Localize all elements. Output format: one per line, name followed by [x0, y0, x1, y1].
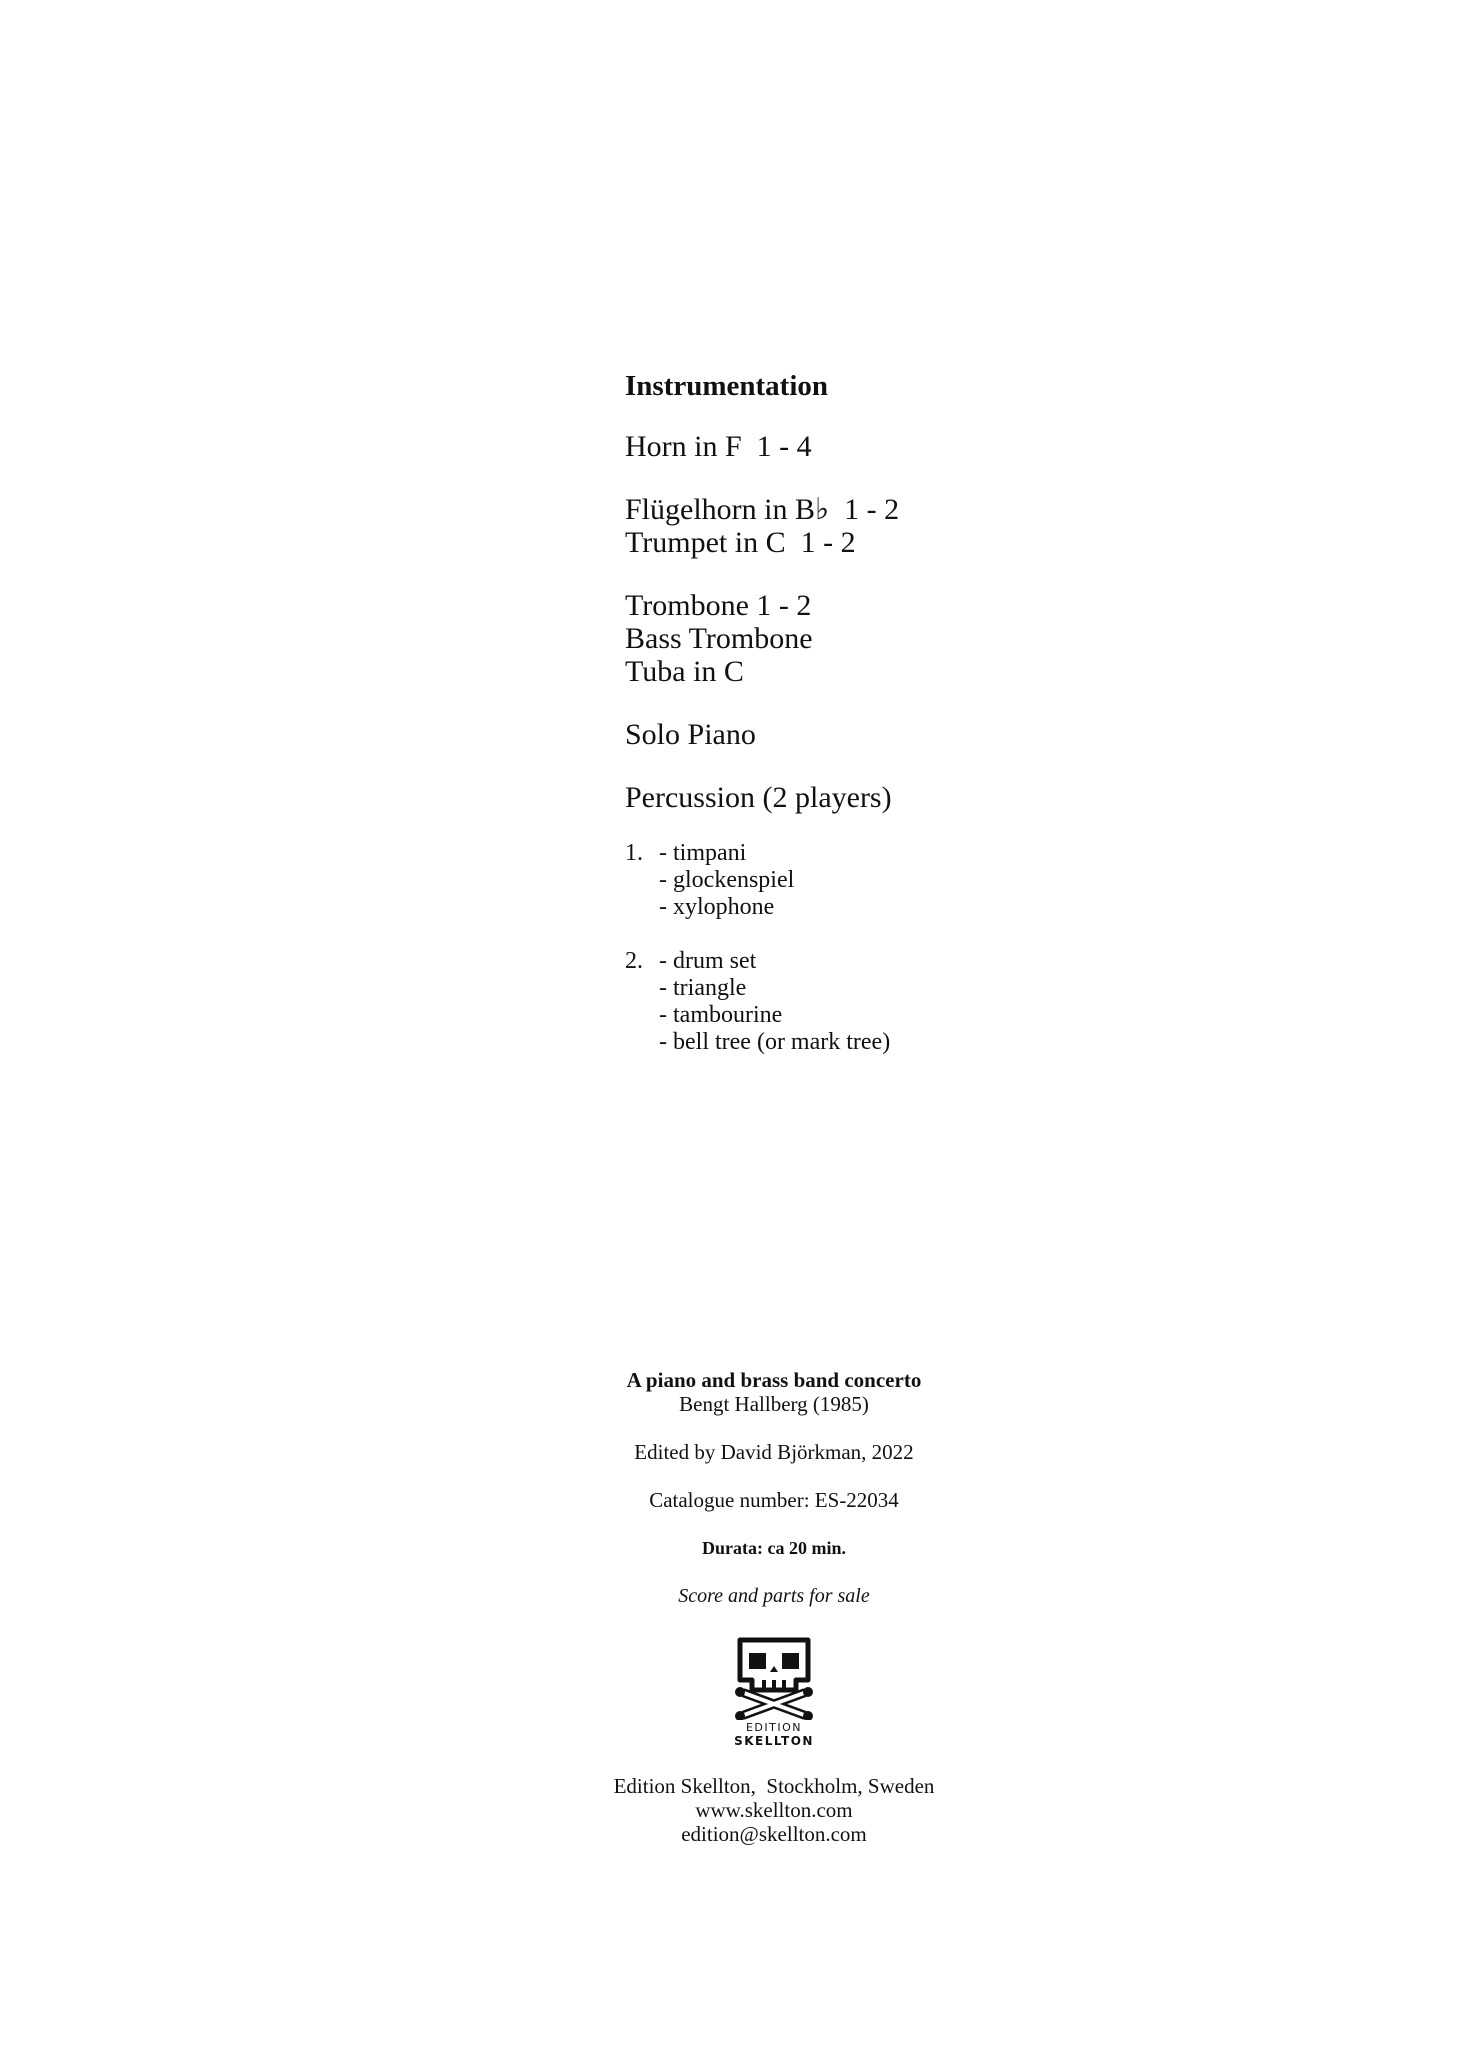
instrument-line: Flügelhorn in B♭ 1 - 2: [625, 493, 900, 526]
player-instruments: [659, 840, 794, 921]
instrument-group-piano: [625, 718, 1145, 751]
percussion-players-list: [625, 840, 1145, 1056]
instrument-line: Horn in F 1 - 4: [625, 430, 812, 463]
instrumentation-heading: Instrumentation: [625, 370, 829, 402]
percussion-item: - xylophone: [659, 894, 775, 920]
instrument-line: Solo Piano: [625, 718, 756, 751]
catalogue-number: Catalogue number: ES-22034: [649, 1488, 899, 1512]
percussion-item: - tambourine: [659, 1002, 783, 1028]
logo-text-skellton: SKELLTON: [734, 1734, 814, 1748]
publisher-info: [529, 1774, 1019, 1846]
publisher-logo: [726, 1636, 822, 1752]
player-number: 2.: [625, 948, 643, 974]
instrument-line: Trombone 1 - 2: [625, 589, 812, 622]
composer-line: Bengt Hallberg (1985): [679, 1392, 869, 1416]
publisher-website[interactable]: www.skellton.com: [695, 1798, 853, 1822]
work-title: A piano and brass band concerto: [626, 1368, 922, 1392]
sale-note: Score and parts for sale: [678, 1585, 870, 1607]
instrument-group-horns: [625, 430, 1145, 463]
percussion-player-2: [625, 948, 1145, 1056]
percussion-item: - triangle: [659, 975, 747, 1001]
instrument-group-low-brass: [625, 589, 1145, 688]
instrument-line: Percussion (2 players): [625, 781, 892, 814]
percussion-item: - bell tree (or mark tree): [659, 1029, 891, 1055]
durata-line: Durata: ca 20 min.: [702, 1538, 846, 1558]
percussion-player-1: [625, 840, 1145, 921]
instrumentation-section: [625, 368, 1145, 1083]
editor-line: Edited by David Björkman, 2022: [634, 1440, 914, 1464]
player-instruments: [659, 948, 890, 1056]
publisher-address: Edition Skellton, Stockholm, Sweden: [613, 1774, 935, 1798]
instrument-line: Tuba in C: [625, 655, 744, 688]
colophon-section: [529, 1368, 1019, 1608]
instrument-line: Bass Trombone: [625, 622, 813, 655]
publisher-email[interactable]: edition@skellton.com: [681, 1822, 867, 1846]
percussion-item: - glockenspiel: [659, 867, 795, 893]
instrument-line: Trumpet in C 1 - 2: [625, 526, 856, 559]
instrument-group-percussion: [625, 781, 1145, 814]
player-number: 1.: [625, 840, 643, 866]
percussion-item: - drum set: [659, 948, 757, 974]
logo-text-edition: EDITION: [745, 1721, 802, 1734]
skull-crossbones-icon: [726, 1636, 822, 1720]
percussion-item: - timpani: [659, 840, 747, 866]
instrument-group-trumpets: [625, 493, 1145, 559]
